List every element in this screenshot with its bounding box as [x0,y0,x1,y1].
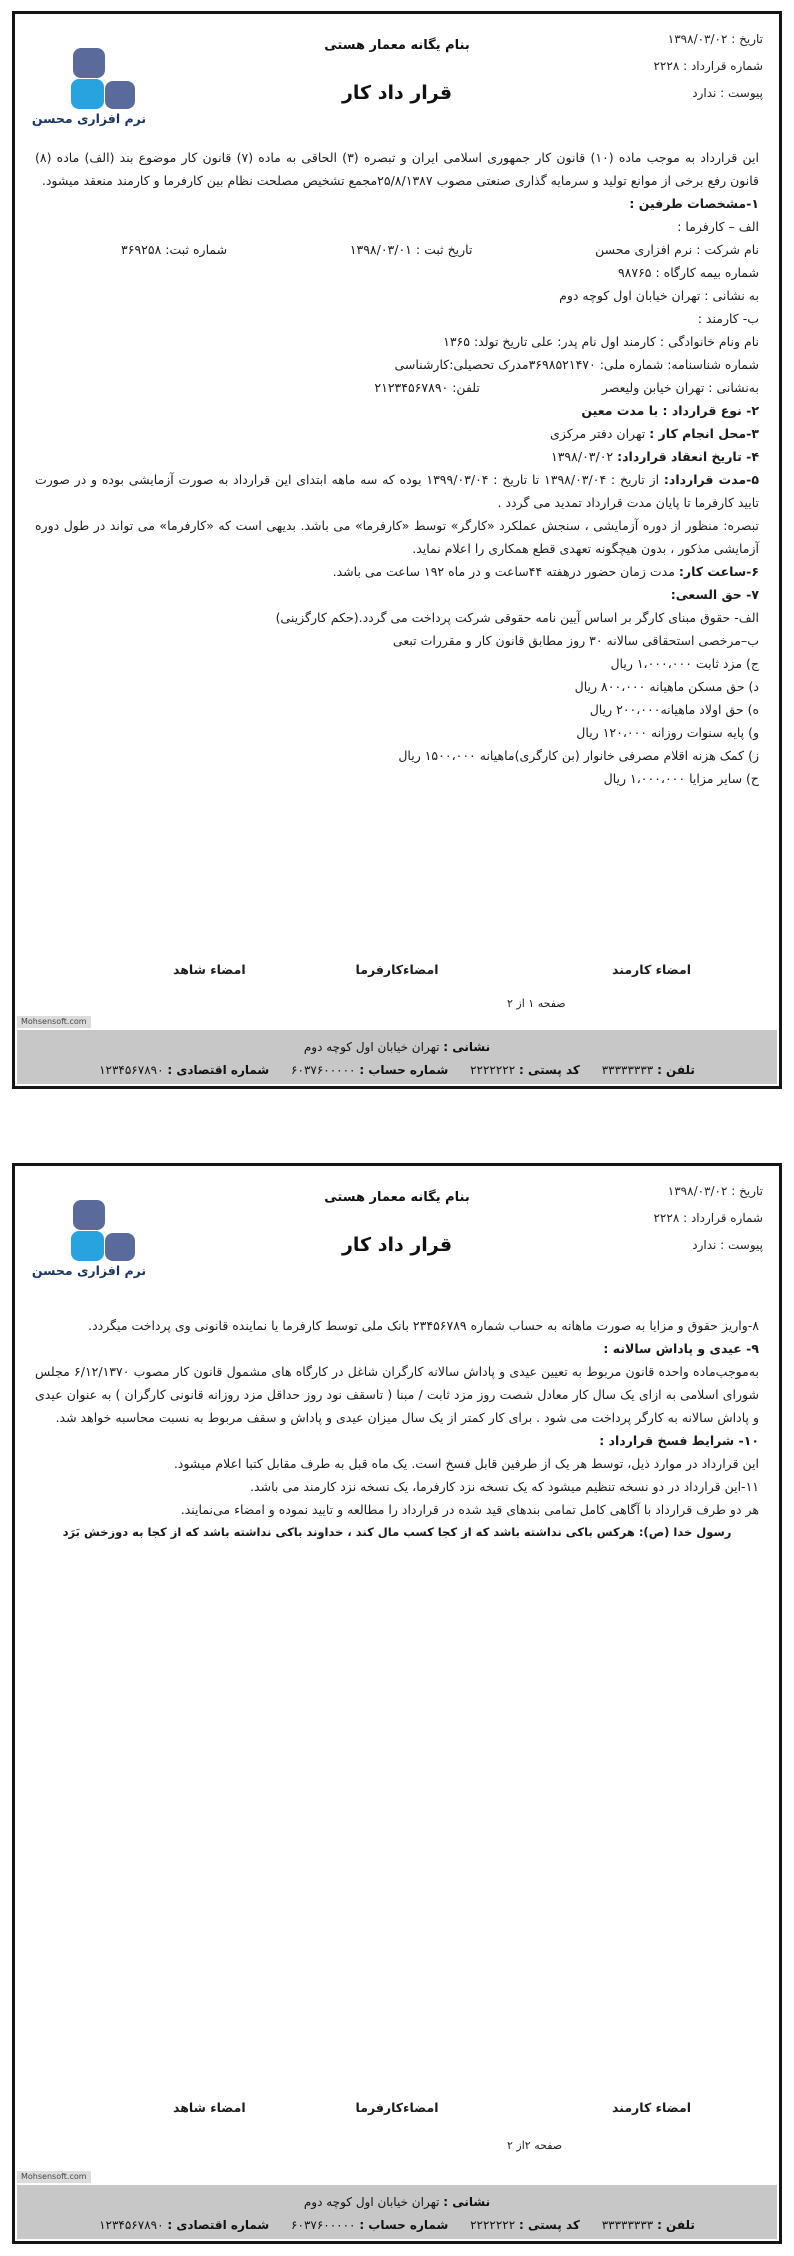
clause-4-value: ۱۳۹۸/۰۳/۰۲ [551,449,614,464]
witness-signature-label: امضاء شاهد [173,2100,246,2115]
contract-number: شماره قرارداد : ۲۲۲۸ [653,59,763,73]
clause-7-item-e: ه) حق اولاد ماهیانه۲۰۰،۰۰۰ ریال [589,702,759,717]
footer-phone: تلفن : ۳۳۳۳۳۳۳۳ [601,2218,695,2232]
logo-square-light-blue [71,1231,104,1261]
clause-5-note: تبصره: منظور از دوره آزمایشی ، سنجش عملکرد «کارگر» توسط «کارفرما» می باشد. بدیهی است که «کارفرما» می تواند در طول دوره آزمایشی مذکور ، بدون هیچگونه تعهدی قطع همکاری را اعلام نماید. [35,518,759,556]
logo-square-dark-right [105,81,135,109]
clause-7-item-b: ب–مرخصی استحقاقی سالانه ۳۰ روز مطابق قانون کار و مقررات تبعی [392,633,759,648]
clause-2-type: ۲- نوع قرارداد : با مدت معین [581,403,759,418]
register-date: تاریخ ثبت : ۱۳۹۸/۰۳/۰۱ [349,242,473,257]
page-header [15,1166,779,1298]
watermark: Mohsensoft.com [17,2171,91,2183]
logo-square-light-blue [71,79,104,109]
contract-date: تاریخ : ۱۳۹۸/۰۳/۰۲ [667,1184,763,1198]
employer-subtitle: الف – کارفرما : [677,219,759,234]
clause-6-value: مدت زمان حضور درهفته ۴۴ساعت و در ماه ۱۹۲ ساعت می باشد. [332,564,675,579]
clause-3-value: تهران دفتر مرکزی [550,426,646,441]
clause-4-label: ۴- تاریخ انعقاد قرارداد: [617,449,759,464]
clause-3-location [35,422,759,445]
company-registration-row [35,238,759,261]
clause-7-item-f: و) پایه سنوات روزانه ۱۲۰،۰۰۰ ریال [576,725,759,740]
witness-signature-label: امضاء شاهد [173,962,246,977]
clause-8-payment: ۸-واریز حقوق و مزایا به صورت ماهانه به حساب شماره ۲۳۴۵۶۷۸۹ بانک ملی توسط کارفرما یا نماینده قانونی وی پرداخت میگردد. [88,1318,759,1333]
company-logo-icon [61,48,141,110]
clause-7-pay-title: ۷- حق السعی: [670,587,759,602]
page-number: صفحه ۱ از ۲ [507,997,566,1010]
contract-number: شماره قرارداد : ۲۲۲۸ [653,1211,763,1225]
footer-address-label: نشانی : [443,2195,491,2209]
clause-6-label: ۶-ساعت کار: [678,564,759,579]
clause-5-duration [35,468,759,514]
employer-signature-label: امضاءکارفرما [355,2100,439,2115]
footer-account-number: شماره حساب : ۶۰۳۷۶۰۰۰۰۰ [291,2218,449,2232]
contract-page-2 [12,1163,782,2244]
insurance-number: شماره بیمه کارگاه : ۹۸۷۶۵ [617,265,759,280]
clause-10-termination-title: ۱۰- شرایط فسخ قرارداد : [599,1433,759,1448]
clause-9-bonus-text: به‌موجب‌ماده واحده قانون مربوط به تعیین عیدی و پاداش سالانه کارگران شاغل در کارگاه های مشمول قانون کار مصوب ۶/۱۲/۱۳۷۰ مجلس شورای اسلامی به ازای یک سال کار معادل شصت روز مزد ثابت / مبنا ( تاسقف نود روز حداقل مزد روزانه قانونی کارگران ) به عنوان عیدی و پاداش سالانه به کارگر پرداخت می شود . برای کار کمتر از یک سال میزان عیدی و پاداش و سقف مربوط به نسبت محاسبه خواهد شد. [35,1364,760,1425]
document-title: قرار داد کار [341,1234,453,1256]
clause-6-hours [35,560,759,583]
clause-3-label: ۳-محل انجام کار : [649,426,759,441]
contract-date: تاریخ : ۱۳۹۸/۰۳/۰۲ [667,32,763,46]
employee-signature-label: امضاء کارمند [612,962,691,977]
footer-contact-line [17,1059,777,1082]
footer-address-label: نشانی : [443,1040,491,1054]
company-name: نام شرکت : نرم افزاری محسن [595,242,759,257]
employer-address: به نشانی : تهران خیابان اول کوچه دوم [559,288,759,303]
clause-7-item-h: ح) سایر مزایا ۱،۰۰۰،۰۰۰ ریال [603,771,759,786]
contract-body-page1 [15,146,779,790]
company-logo-text: نرم افزاری محسن [31,1263,147,1278]
page-footer [17,1030,777,1084]
logo-square-dark-top [73,48,105,78]
employee-subtitle: ب- کارمند : [697,311,759,326]
company-logo-text: نرم افزاری محسن [31,111,147,126]
clause-7-item-a: الف- حقوق مبنای کارگر بر اساس آیین نامه حقوقی شرکت پرداخت می گردد.(حکم کارگزینی) [275,610,759,625]
company-logo-icon [61,1200,141,1262]
bismillah-line: بنام یگانه معمار هستی [324,1190,470,1205]
register-number: شماره ثبت: ۳۶۹۲۵۸ [121,242,228,257]
clause-10-termination-text: این قرارداد در موارد ذیل، توسط هر یک از طرفین قابل فسخ است. یک ماه قبل به طرف مقابل کتبا اعلام میشود. [173,1456,759,1471]
logo-square-dark-right [105,1233,135,1261]
contract-page-1 [12,11,782,1089]
page-footer [17,2185,777,2239]
footer-economic-number: شماره اقتصادی : ۱۲۳۴۵۶۷۸۹۰ [99,1063,270,1077]
employee-name-line: نام ونام خانوادگی : کارمند اول نام پدر: علی تاریخ تولد: ۱۳۶۵ [443,334,759,349]
footer-phone: تلفن : ۳۳۳۳۳۳۳۳ [601,1063,695,1077]
logo-square-dark-top [73,1200,105,1230]
clause-4-conclusion-date [35,445,759,468]
footer-postal-code: کد پستی : ۲۲۲۲۲۲۲ [470,1063,580,1077]
intro-clause: این قرارداد به موجب ماده (۱۰) قانون کار جمهوری اسلامی ایران و تبصره (۳) الحاقی به ماده (۷) قانون کار موضوع بند (الف) ماده (۸) قانون رفع برخی از موانع تولید و سرمایه گذاری صنعتی مصوب ۲۵/۸/۱۳۸۷مجمع تشخیص مصلحت نظام بین کارفرما و کارمند منعقد میشود. [35,150,759,188]
clause-7-item-g: ز) کمک هزنه اقلام مصرفی خانوار (بن کارگری)ماهیانه ۱۵۰۰،۰۰۰ ریال [398,748,759,763]
employee-address: به‌نشانی : تهران خیابن ولیعصر [601,380,759,395]
document-title: قرار داد کار [341,82,453,104]
clause-7-item-d: د) حق مسکن ماهیانه ۸۰۰،۰۰۰ ریال [574,679,759,694]
footer-economic-number: شماره اقتصادی : ۱۲۳۴۵۶۷۸۹۰ [99,2218,270,2232]
attachment-status: پیوست : ندارد [692,86,763,100]
contract-body-page2 [15,1314,779,1544]
footer-address-value: تهران خیابان اول کوچه دوم [303,1040,440,1054]
page-header [15,14,779,146]
clause-5-label: ۵-مدت قرارداد: [663,472,759,487]
bismillah-line: بنام یگانه معمار هستی [324,38,470,53]
footer-address-line [17,2191,777,2214]
footer-postal-code: کد پستی : ۲۲۲۲۲۲۲ [470,2218,580,2232]
footer-contact-line [17,2214,777,2237]
employer-signature-label: امضاءکارفرما [355,962,439,977]
footer-account-number: شماره حساب : ۶۰۳۷۶۰۰۰۰۰ [291,1063,449,1077]
page-number: صفحه ۲از ۲ [507,2139,563,2152]
watermark: Mohsensoft.com [17,1016,91,1028]
employee-id-line: شماره شناسنامه: شماره ملی: ۳۶۹۸۵۲۱۴۷۰مدرک تحصیلی:کارشناسی [394,357,759,372]
employee-signature-label: امضاء کارمند [612,2100,691,2115]
employee-phone: تلفن: ۲۱۲۳۴۵۶۷۸۹۰ [374,380,480,395]
footer-address-value: تهران خیابان اول کوچه دوم [303,2195,440,2209]
clause-7-item-c: ج) مزد ثابت ۱،۰۰۰،۰۰۰ ریال [610,656,759,671]
hadith-quote: رسول خدا (ص): هرکس باکی نداشته باشد که از کجا کسب مال کند ، خداوند باکی نداشته باشد که از کجا به دوزخش بَرَد [62,1525,732,1539]
clause-1-parties-title: ۱-مشخصات طرفین : [629,196,759,211]
employee-address-row [35,376,759,399]
footer-address-line [17,1036,777,1059]
clause-5-value: از تاریخ : ۱۳۹۸/۰۳/۰۴ تا تاریخ : ۱۳۹۹/۰۳/۰۴ بوده که سه ماهه ابتدای این قرارداد به صورت آزمایشی بوده و در صورت تایید کارفرما تا پایان مدت قرارداد تمدید می گردد . [35,472,759,510]
clause-9-bonus-title: ۹- عیدی و پاداش سالانه : [603,1341,759,1356]
clause-11-copies: ۱۱-این قرارداد در دو نسخه تنظیم میشود که یک نسخه نزد کارفرما، یک نسخه نزد کارمند می باشد. [250,1479,759,1494]
attachment-status: پیوست : ندارد [692,1238,763,1252]
closing-statement: هر دو طرف قرارداد با آگاهی کامل تمامی بندهای قید شده در قرارداد را مطالعه و تایید نموده و امضاء می‌نمایند. [180,1502,759,1517]
